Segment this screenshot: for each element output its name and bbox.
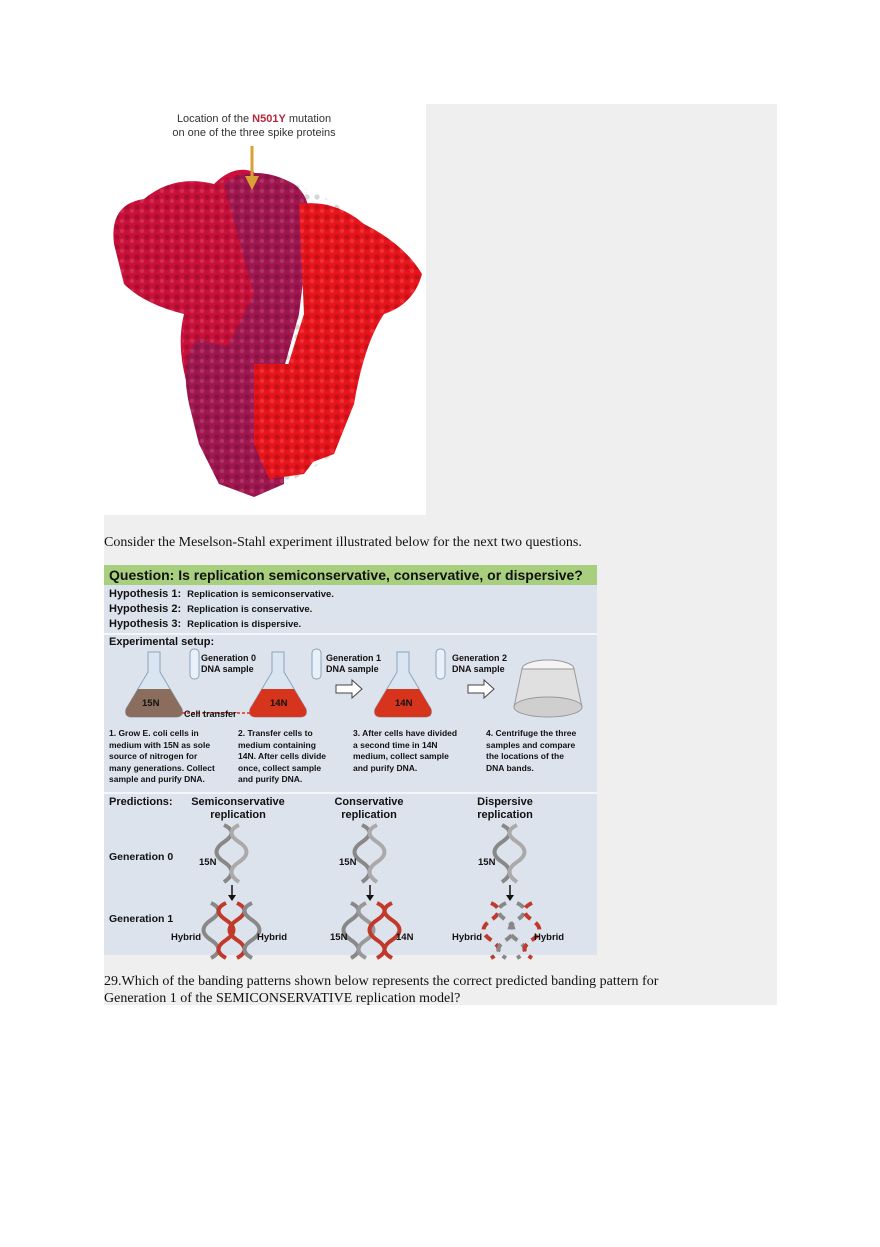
model-semiconservative: Semiconservative replication (191, 796, 285, 821)
row-gen1-label: Generation 1 (109, 913, 174, 925)
model-conservative: Conservative replication (334, 796, 404, 821)
hypothesis-2: Hypothesis 2: Replication is conservative. (109, 603, 313, 615)
cons-gen0-n15: 15N (339, 857, 357, 868)
flask1-label: 15N (142, 698, 160, 709)
flask2-label: 14N (270, 698, 288, 709)
divider (104, 792, 597, 794)
gen2-label: Generation 2 DNA sample (452, 653, 508, 674)
step-2: 2. Transfer cells to medium containing 14N. After cells divide once, collect sample and purify DNA. (238, 728, 327, 784)
disp-gen1-left: Hybrid (452, 932, 483, 943)
setup-illustration (104, 647, 597, 727)
semi-gen1-right: Hybrid (257, 932, 288, 943)
cons-gen1-left: 15N (330, 932, 348, 943)
model-dispersive: Dispersive replication (477, 796, 533, 821)
helix-cons-gen1 (344, 903, 400, 958)
question-29 (104, 973, 658, 1007)
caption-suffix: mutation (285, 113, 332, 125)
flask3-label: 14N (395, 698, 413, 709)
caption-line2: on one of the three spike proteins (172, 127, 336, 139)
row-gen0-label: Generation 0 (109, 851, 174, 863)
gen0-label: Generation 0 DNA sample (201, 653, 257, 674)
step-4: 4. Centrifuge the three samples and compare the locations of the DNA bands. (486, 728, 577, 773)
setup-title: Experimental setup: (109, 636, 215, 648)
cell-transfer-label: Cell transfer (184, 709, 237, 719)
semi-gen0-n15: 15N (199, 857, 217, 868)
spike-protein-figure (104, 104, 426, 515)
helix-disp-gen0 (495, 825, 525, 882)
helix-cons-gen0 (355, 825, 385, 882)
question-29-line1: 29.Which of the banding patterns shown below represents the correct predicted banding pattern for (104, 974, 659, 989)
helix-semi-gen1 (204, 903, 260, 958)
divider (104, 633, 597, 635)
spike-protein-image (104, 104, 426, 515)
page-background-panel (426, 104, 777, 515)
intro-text: Consider the Meselson-Stahl experiment illustrated below for the next two questions. (104, 535, 582, 550)
disp-gen1-right: Hybrid (534, 932, 565, 943)
mutation-label: N501Y (252, 113, 286, 125)
gen1-label: Generation 1 DNA sample (326, 653, 382, 674)
hypothesis-1: Hypothesis 1: Replication is semiconservative. (109, 588, 334, 600)
predictions-title: Predictions: (109, 796, 173, 808)
step-1: 1. Grow E. coli cells in medium with 15N as sole source of nitrogen for many generations. Collect sample and purify DNA. (109, 728, 215, 784)
helix-semi-gen0 (217, 825, 247, 882)
step-3: 3. After cells have divided a second time in 14N medium, collect sample and purify DNA. (353, 728, 458, 773)
caption-prefix: Location of the (176, 113, 253, 125)
question-bar: Question: Is replication semiconservative, conservative, or dispersive? (104, 565, 597, 585)
semi-gen1-left: Hybrid (171, 932, 202, 943)
disp-gen0-n15: 15N (478, 857, 496, 868)
cons-gen1-right: 14N (396, 932, 414, 943)
hypothesis-3: Hypothesis 3: Replication is dispersive. (109, 618, 302, 630)
question-29-line2: Generation 1 of the SEMICONSERVATIVE replication model? (104, 991, 461, 1006)
meselson-stahl-figure (104, 565, 597, 955)
helix-disp-gen1 (484, 903, 540, 958)
